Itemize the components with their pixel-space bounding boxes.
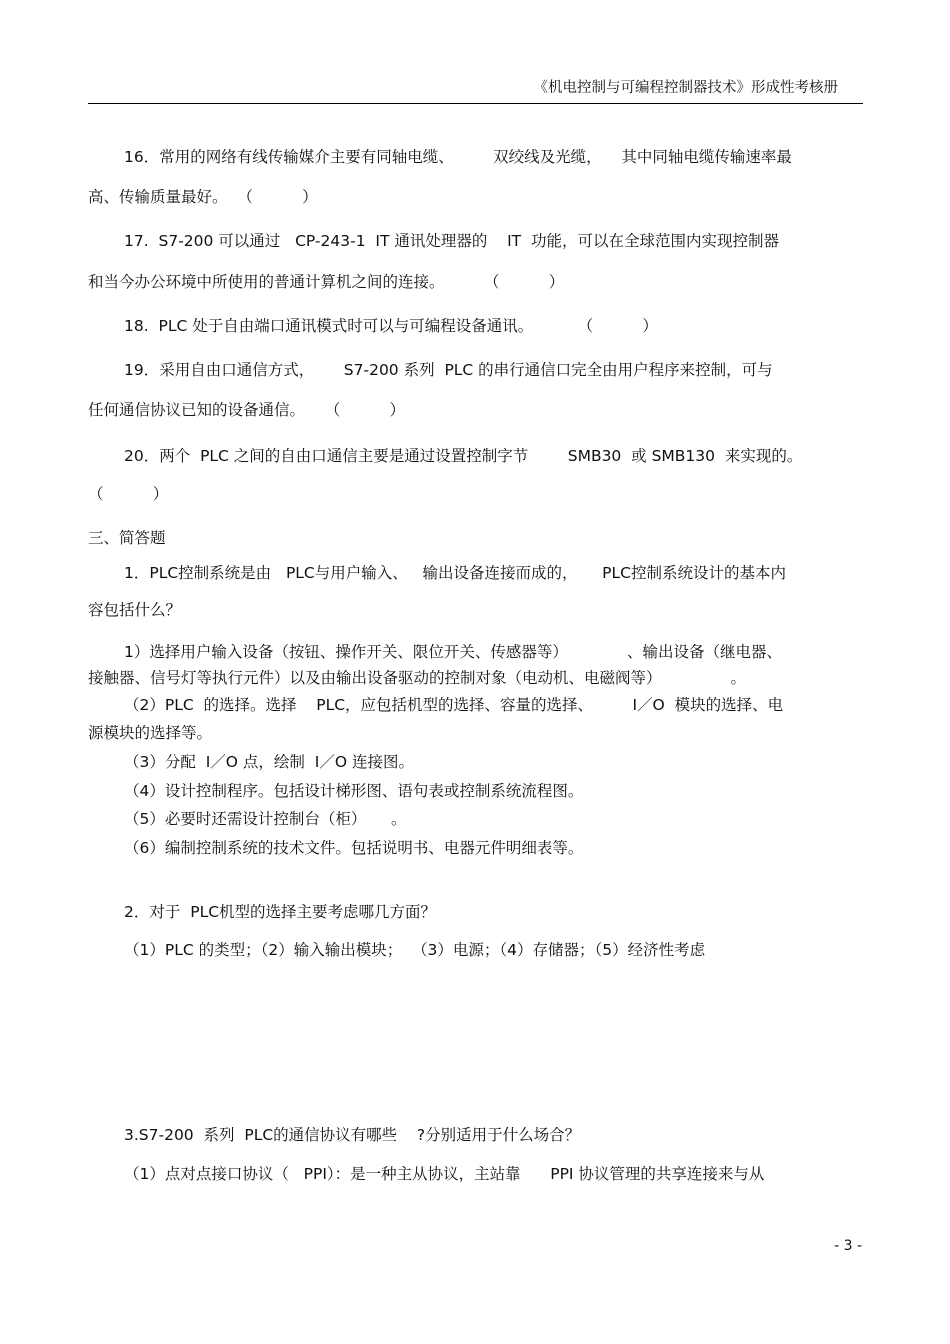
answer-1-line-3: （2）PLC 的选择。选择 PLC，应包括机型的选择、容量的选择、 I／O 模块的选择、电 [124,696,784,714]
question-19-line-1: 19．采用自由口通信方式， S7-200 系列 PLC 的串行通信口完全由用户程序来控制，可与 [124,361,773,379]
question-16-line-2: 高、传输质量最好。 （ ） [88,188,318,206]
answer-1-line-8: （6）编制控制系统的技术文件。包括说明书、电器元件明细表等。 [124,839,584,857]
answer-3-line-1: （1）点对点接口协议（ PPI）：是一种主从协议，主站靠 PPI 协议管理的共享连接来与从 [124,1165,765,1183]
answer-1-line-4: 源模块的选择等。 [88,724,213,742]
question-18-line-1: 18. PLC 处于自由端口通讯模式时可以与可编程设备通讯。 （ ） [124,317,658,335]
answer-1-line-7: （5）必要时还需设计控制台（柜） 。 [124,810,407,828]
section-3-title: 三、简答题 [88,529,166,547]
header-rule [88,103,863,104]
answer-1-line-5: （3）分配 I／O 点，绘制 I／O 连接图。 [124,753,414,771]
answer-1-line-6: （4）设计控制程序。包括设计梯形图、语句表或控制系统流程图。 [124,782,584,800]
document-header-title: 《机电控制与可编程控制器技术》形成性考核册 [533,80,838,96]
short-question-3: 3.S7-200 系列 PLC的通信协议有哪些 ?分别适用于什么场合？ [124,1126,581,1144]
question-17-line-2: 和当今办公环境中所使用的普通计算机之间的连接。 （ ） [88,273,565,291]
question-17-line-1: 17. S7-200 可以通过 CP-243-1 IT 通讯处理器的 IT 功能，可以在全球范围内实现控制器 [124,232,779,250]
answer-2: （1）PLC 的类型；（2）输入输出模块； （3）电源；（4）存储器；（5）经济性考虑 [124,941,706,959]
page-number: - 3 - [834,1238,862,1254]
question-20-line-1: 20．两个 PLC 之间的自由口通信主要是通过设置控制字节 SMB30 或 SMB130 来实现的。 [124,447,803,465]
question-19-line-2: 任何通信协议已知的设备通信。 （ ） [88,401,405,419]
short-question-1-line-2: 容包括什么？ [88,601,182,619]
question-16-line-1: 16．常用的网络有线传输媒介主要有同轴电缆、 双绞线及光缆， 其中同轴电缆传输速率最 [124,148,792,166]
answer-1-line-2: 接触器、信号灯等执行元件）以及由输出设备驱动的控制对象（电动机、电磁阀等） 。 [88,669,746,687]
short-question-2: 2．对于 PLC机型的选择主要考虑哪几方面？ [124,903,437,921]
question-20-line-2: （ ） [88,485,169,503]
answer-1-line-1: 1）选择用户输入设备（按钮、操作开关、限位开关、传感器等） 、输出设备（继电器、 [124,643,782,661]
short-question-1-line-1: 1．PLC控制系统是由 PLC与用户输入、 输出设备连接而成的， PLC控制系统设计的基本内 [124,564,786,582]
